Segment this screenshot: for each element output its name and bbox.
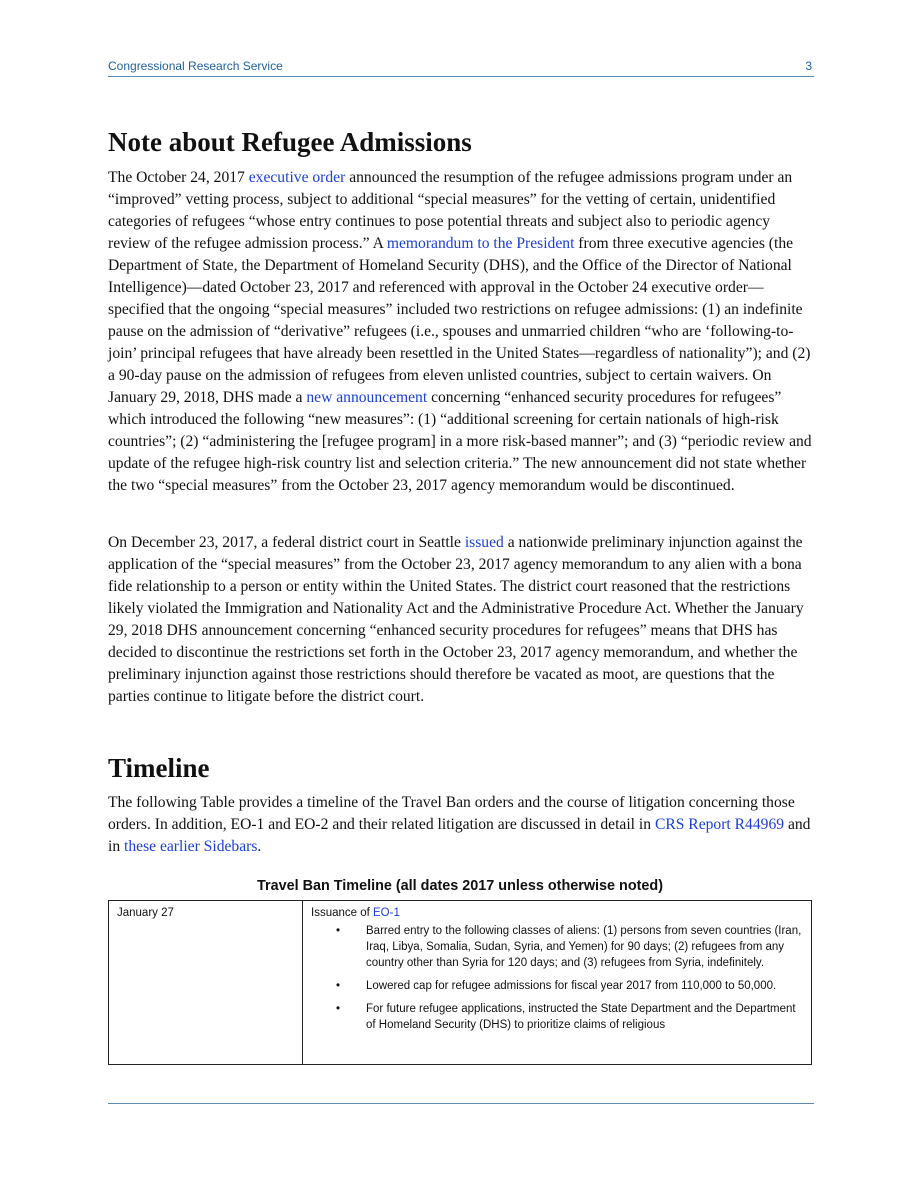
text-run: concerning “enhanced security procedures for refugees” which introduced the following “new measures”: (1) “additional screening for certain nationals of high-risk countries”; (2) “administering the [refugee program] in a more risk-based manner”; and (3) “periodic review and update of the refugee high-risk country list and selection criteria.” The new announcement did not state whether the two “special measures” from the October 23, 2017 agency memorandum would be discontinued.	[108, 389, 812, 494]
link-executive-order[interactable]: executive order	[248, 169, 346, 186]
text-run: The following Table provides a timeline of the Travel Ban orders and the course of litigation concerning those orders. In addition, EO-1 and EO-2 and their related litigation are discussed in detail in	[108, 794, 795, 833]
list-item	[303, 923, 803, 971]
text-run: The October 24, 2017	[108, 169, 249, 186]
table-cell-date	[109, 901, 303, 1064]
table-cell-description	[303, 901, 811, 1064]
table-title: Travel Ban Timeline (all dates 2017 unless otherwise noted)	[256, 878, 663, 894]
list-item-text: Lowered cap for refugee admissions for fiscal year 2017 from 110,000 to 50,000.	[366, 980, 777, 992]
page-header	[108, 58, 814, 77]
text-run: On December 23, 2017, a federal district court in Seattle	[108, 534, 465, 551]
list-item-text: For future refugee applications, instructed the State Department and the Department of Homeland Security (DHS) to prioritize claims of religious	[366, 1003, 796, 1031]
text-run: a nationwide preliminary injunction against the application of the “special measures” from the October 23, 2017 agency memorandum to any alien with a bona fide relationship to a person or entity within the United States. The district court reasoned that the restrictions likely violated the Immigration and Nationality Act and the Administrative Procedure Act. Whether the January 29, 2018 DHS announcement concerning “enhanced security procedures for refugees” means that DHS has decided to discontinue the restrictions set forth in the October 23, 2017 agency memorandum, and whether the preliminary injunction against those restrictions should therefore be vacated as moot, are questions that the parties continue to litigate before the district court.	[108, 534, 804, 705]
paragraph-timeline	[108, 792, 814, 858]
header-page-number: 3	[805, 59, 812, 73]
description-heading	[311, 905, 400, 921]
bullet-icon: •	[336, 1003, 341, 1015]
heading-timeline: Timeline	[108, 753, 210, 783]
bullet-icon: •	[336, 925, 341, 937]
link-earlier-sidebars[interactable]: these earlier Sidebars	[124, 838, 258, 855]
bullet-icon: •	[336, 980, 341, 992]
link-issued[interactable]: issued	[464, 534, 504, 551]
paragraph-refugee-admissions-1	[108, 167, 814, 497]
link-new-announcement[interactable]: new announcement	[306, 389, 428, 406]
list-item-text: Barred entry to the following classes of aliens: (1) persons from seven countries (Iran, Iraq, Libya, Somalia, Sudan, Syria, and Yemen) for 90 days; (2) refugees from any country other than Syria for 120 days; and (3) refugees from Syria, indefinitely.	[366, 925, 802, 969]
date-text: January 27	[117, 907, 174, 919]
header-organization: Congressional Research Service	[108, 59, 283, 73]
link-memorandum-to-president[interactable]: memorandum to the President	[386, 235, 575, 252]
text-run: from three executive agencies (the Department of State, the Department of Homeland Security (DHS), and the Office of the Director of National Intelligence)—dated October 23, 2017 and referenced with approval in the October 24 executive order—specified that the ongoing “special measures” included two restrictions on refugee admissions: (1) an indefinite pause on the admission of “derivative” refugees (i.e., spouses and unmarried children “who are ‘following-to-join’ principal refugees that have already been resettled in the United States—regardless of nationality”); and (2) a 90-day pause on the admission of refugees from eleven unlisted countries, subject to certain waivers. On January 29, 2018, DHS made a	[108, 235, 811, 406]
list-item	[303, 978, 803, 994]
heading-refugee-admissions: Note about Refugee Admissions	[108, 127, 472, 157]
list-item	[303, 1001, 803, 1033]
text-run: and in	[108, 816, 811, 855]
text-run: announced the resumption of the refugee admissions program under an “improved” vetting process, subject to additional “special measures” for the vetting of certain, unidentified categories of refugees “whose entry continues to pose potential threats and subject also to periodic agency review of the refugee admission process.” A	[108, 169, 793, 252]
footer-rule	[108, 1103, 814, 1104]
text-run: .	[257, 838, 262, 855]
timeline-table	[108, 900, 812, 1065]
bullet-list	[303, 923, 803, 1040]
link-crs-report[interactable]: CRS Report R44969	[654, 816, 785, 833]
text-run: Issuance of	[311, 907, 374, 919]
paragraph-refugee-admissions-2	[108, 532, 814, 708]
link-eo-1[interactable]: EO-1	[373, 907, 400, 919]
